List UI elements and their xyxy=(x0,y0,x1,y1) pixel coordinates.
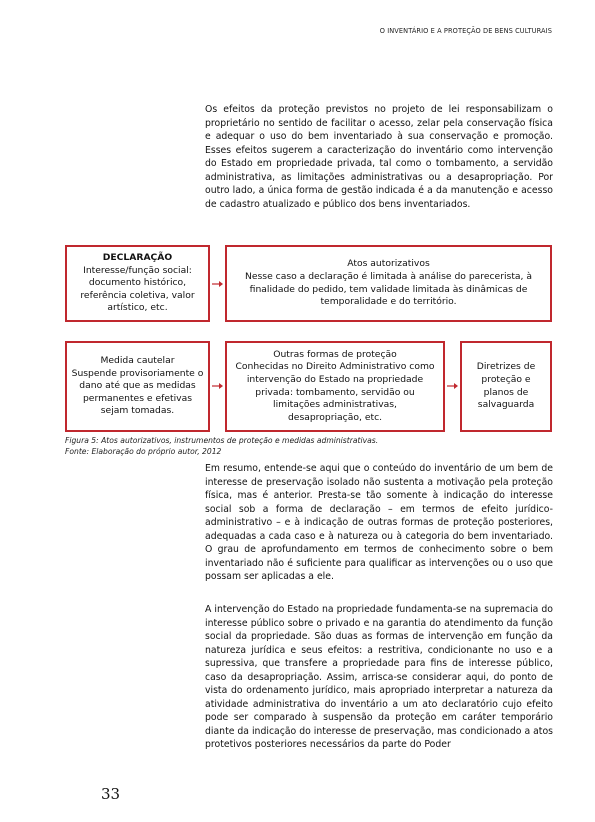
running-header: O INVENTÁRIO E A PROTEÇÃO DE BENS CULTURAIS xyxy=(379,27,552,35)
box-declaracao-title: DECLARAÇÃO xyxy=(102,252,173,264)
box-medida-body: Suspende provisoriamente o dano até que as medidas permanentes e efetivas sejam tomadas. xyxy=(71,367,204,417)
box-declaracao xyxy=(65,245,210,322)
arrow-right-icon xyxy=(212,280,224,288)
box-outras-formas xyxy=(225,341,445,432)
box-medida-title: Medida cautelar xyxy=(100,355,175,367)
paragraph-intervencao: A intervenção do Estado na propriedade fundamenta-se na supremacia do interesse público sobre o privado e na garantia do atendimento da função social da propriedade. São duas as formas de intervenção em função da natureza jurídica e seus efeitos: a restritiva, condicionante no uso e a supressiva, que transfere a propriedade para fins de interesse público, caso da desapropriação. Assim, arrisca-se considerar aqui, do ponto de vista do ordenamento jurídico, mais apropriado interpretar a natureza da atividade administrativa do inventário a um ato declaratório cujo efeito pode ser comparado à suspensão da proteção em caráter temporário diante da indicação do interesse de preservação, mas condicionado a atos protetivos posteriores necessários da parte do Poder xyxy=(205,604,553,751)
box-atos-autorizativos xyxy=(225,245,552,322)
box-medida-cautelar xyxy=(65,341,210,432)
arrow-right-icon xyxy=(447,382,459,390)
paragraph-resumo: Em resumo, entende-se aqui que o conteúdo do inventário de um bem de interesse de preservação isolado não sustenta a motivação pela proteção física, mas é anterior. Presta-se tão somente à indicação do interesse social sob a forma de declaração – em termos de efeito jurídico-administrativo – e à indicação de outras formas de proteção posteriores, adequadas a cada caso e à natureza ou à categoria do bem inventariado. O grau de aprofundamento em termos de conhecimento sobre o bem inventariado não é suficiente para qualificar as intervenções ou o uso que possam ser aplicadas a ele. xyxy=(205,463,553,583)
box-diretrizes xyxy=(460,341,552,432)
box-outras-title: Outras formas de proteção xyxy=(273,348,397,360)
box-outras-body: Conhecidas no Direito Administrativo como intervenção do Estado na propriedade privada: tombamento, servidão ou limitações administrativas, desapropriação, etc. xyxy=(235,361,435,423)
box-diretrizes-title: Diretrizes de proteção e planos de salvaguarda xyxy=(476,361,536,411)
arrow-right-icon xyxy=(212,382,224,390)
figure-caption: Figura 5: Atos autorizativos, instrumentos de proteção e medidas administrativas. xyxy=(65,436,379,445)
box-declaracao-body: Interesse/função social: documento histórico, referência coletiva, valor artístico, etc. xyxy=(80,264,195,314)
box-atos-body: Nesse caso a declaração é limitada à análise do parecerista, à finalidade do pedido, tem validade limitada às dinâmicas de temporalidade e do território. xyxy=(244,270,533,308)
figure-source: Fonte: Elaboração do próprio autor, 2012 xyxy=(65,447,222,456)
page-number: 33 xyxy=(101,785,121,803)
box-atos-title: Atos autorizativos xyxy=(347,258,430,270)
paragraph-intro: Os efeitos da proteção previstos no projeto de lei responsabilizam o proprietário no sentido de facilitar o acesso, zelar pela conservação física e adequar o uso do bem inventariado à sua conservação e promoção. Esses efeitos sugerem a caracterização do inventário como intervenção do Estado em propriedade privada, tal como o tombamento, a servidão administrativa, as limitações administrativas ou a desapropriação. Por outro lado, a única forma de gestão indicada é a da manutenção e acesso de cadastro atualizado e público dos bens inventariados. xyxy=(205,104,553,210)
